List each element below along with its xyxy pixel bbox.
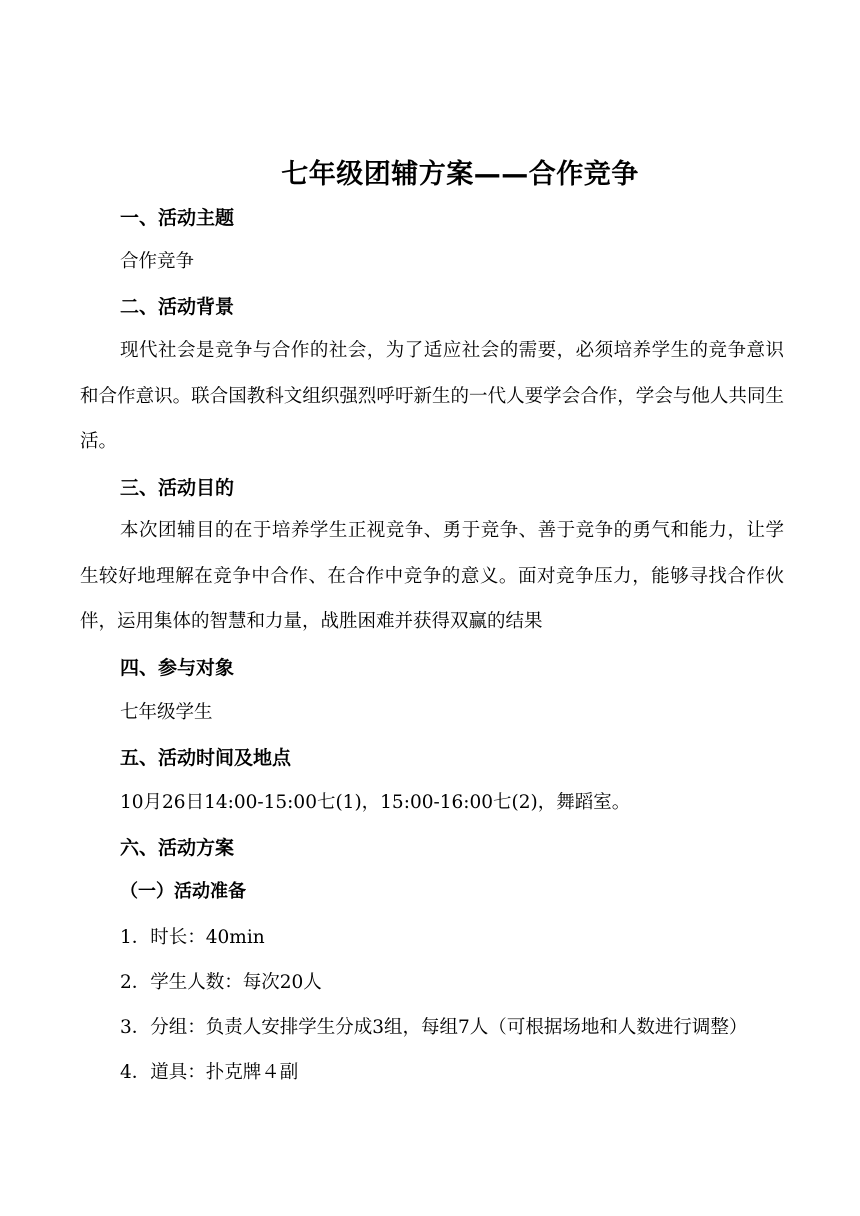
section-heading-plan: 六、活动方案	[120, 837, 235, 859]
list-item: 1．时长：40min	[120, 927, 265, 948]
section-body-participants: 七年级学生	[120, 702, 213, 723]
section-heading-time-place: 五、活动时间及地点	[120, 747, 292, 769]
section-heading-theme: 一、活动主题	[120, 207, 235, 229]
document-title: 七年级团辅方案——合作竞争	[281, 159, 639, 190]
section-body-purpose: 本次团辅目的在于培养学生正视竞争、勇于竞争、善于竞争的勇气和能力，让学生较好地理解在竞争中合作、在合作中竞争的意义。面对竞争压力，能够寻找合作伙伴，运用集体的智慧和力量，战胜困难并获得双赢的结果	[80, 520, 784, 632]
section-heading-background: 二、活动背景	[120, 296, 235, 318]
list-item: 4．道具：扑克牌４副	[120, 1062, 299, 1083]
section-heading-purpose: 三、活动目的	[120, 477, 235, 499]
section-heading-participants: 四、参与对象	[120, 657, 235, 679]
list-item: 3．分组：负责人安排学生分成3组，每组7人（可根据场地和人数进行调整）	[120, 1017, 748, 1038]
list-item: 2．学生人数：每次20人	[120, 972, 322, 993]
section-body-background: 现代社会是竞争与合作的社会，为了适应社会的需要，必须培养学生的竞争意识和合作意识。联合国教科文组织强烈呼吁新生的一代人要学会合作，学会与他人共同生活。	[80, 340, 784, 452]
section-body-theme: 合作竞争	[120, 251, 195, 272]
section-body-time-place: 10月26日14:00-15:00七(1)，15:00-16:00七(2)，舞蹈室。	[120, 792, 631, 813]
subsection-heading-preparation: （一）活动准备	[120, 881, 246, 902]
